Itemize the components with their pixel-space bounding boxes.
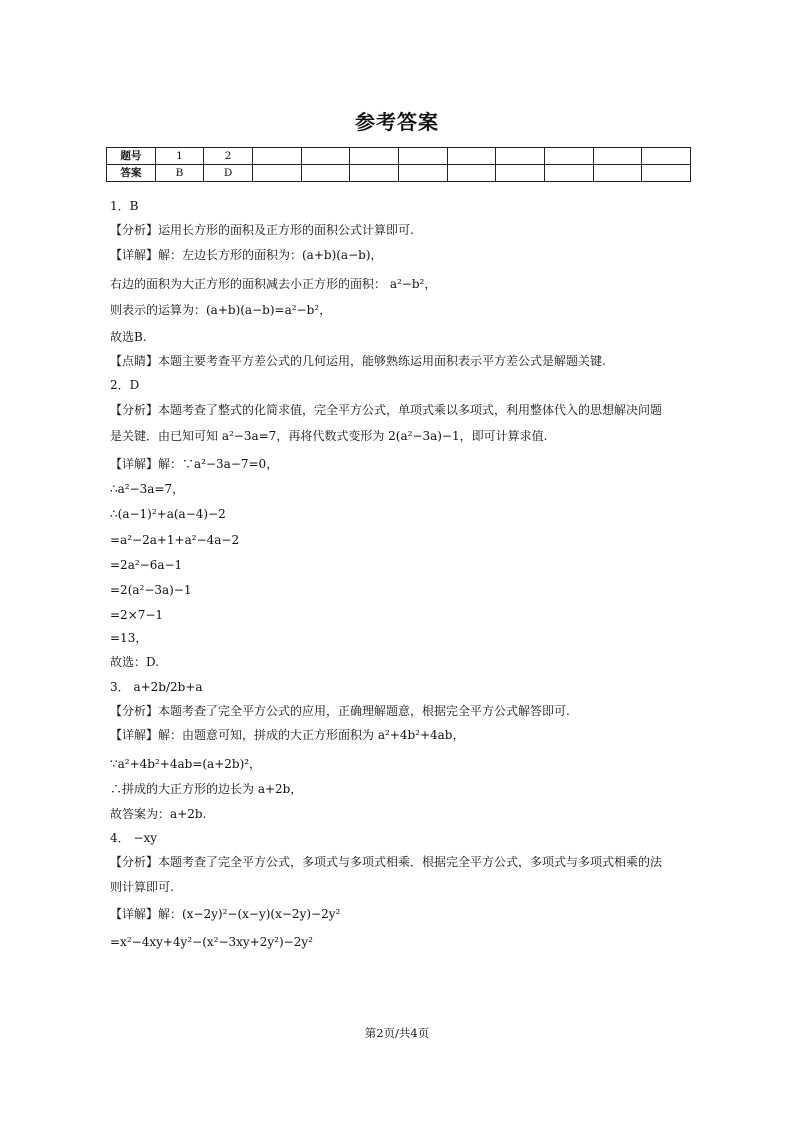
table-header-cell: 题号 xyxy=(107,148,156,165)
solution-text: 【详解】解：∵a²−3a−7=0， xyxy=(110,457,279,471)
question-number: 2．D xyxy=(110,378,140,392)
table-cell xyxy=(350,148,399,165)
table-cell xyxy=(544,165,593,182)
solution-text: 【详解】解：左边长方形的面积为：(a+b)(a−b)， xyxy=(110,248,383,262)
table-cell xyxy=(496,148,545,165)
table-cell xyxy=(252,165,301,182)
table-cell xyxy=(496,165,545,182)
table-cell xyxy=(593,148,642,165)
table-cell xyxy=(398,165,447,182)
conclusion-text: 故答案为：a+2b. xyxy=(110,807,207,821)
math-step: =2a²−6a−1 xyxy=(110,558,183,572)
table-cell: D xyxy=(204,165,253,182)
analysis-text: 则计算即可. xyxy=(110,880,174,894)
math-step: =a²−2a+1+a²−4a−2 xyxy=(110,533,240,547)
table-cell: 1 xyxy=(155,148,204,165)
analysis-text: 【分析】运用长方形的面积及正方形的面积公式计算即可. xyxy=(110,223,414,237)
solution-text: ∴拼成的大正方形的边长为 a+2b， xyxy=(110,782,303,796)
math-step: ∵a²+4b²+4ab=(a+2b)²， xyxy=(110,757,262,771)
page-footer: 第2页/共4页 xyxy=(364,1026,430,1040)
table-row-numbers xyxy=(107,148,691,165)
table-cell xyxy=(301,148,350,165)
solution-text: 【详解】解：由题意可知，拼成的大正方形面积为 a²+4b²+4ab， xyxy=(110,728,465,742)
table-cell xyxy=(350,165,399,182)
solution-text: 则表示的运算为：(a+b)(a−b)=a²−b²， xyxy=(110,303,332,317)
table-cell xyxy=(447,165,496,182)
table-cell xyxy=(252,148,301,165)
analysis-text: 【分析】本题考查了完全平方公式，多项式与多项式相乘．根据完全平方公式，多项式与多项式相乘的法 xyxy=(110,855,663,869)
math-step: =13， xyxy=(110,631,148,645)
solution-text: 【详解】解：(x−2y)²−(x−y)(x−2y)−2y² xyxy=(110,907,341,921)
question-number: 4． −xy xyxy=(110,831,158,845)
table-cell xyxy=(642,165,691,182)
table-cell xyxy=(544,148,593,165)
math-step: ∴a²−3a=7， xyxy=(110,482,185,496)
page-title: 参考答案 xyxy=(355,110,439,134)
table-cell xyxy=(447,148,496,165)
math-step: =2×7−1 xyxy=(110,608,164,622)
conclusion-text: 故选：D. xyxy=(110,655,160,669)
math-step: ∴(a−1)²+a(a−4)−2 xyxy=(110,507,226,521)
table-cell: 2 xyxy=(204,148,253,165)
table-header-cell: 答案 xyxy=(107,165,156,182)
table-row-answers xyxy=(107,165,691,182)
table-cell xyxy=(398,148,447,165)
comment-text: 【点睛】本题主要考查平方差公式的几何运用，能够熟练运用面积表示平方差公式是解题关键. xyxy=(110,354,606,368)
table-cell xyxy=(301,165,350,182)
question-number: 3． a+2b/2b+a xyxy=(110,680,203,694)
table-cell xyxy=(593,165,642,182)
math-step: =x²−4xy+4y²−(x²−3xy+2y²)−2y² xyxy=(110,935,313,949)
math-step: =2(a²−3a)−1 xyxy=(110,583,192,597)
conclusion-text: 故选B. xyxy=(110,330,147,344)
table-cell: B xyxy=(155,165,204,182)
analysis-text: 【分析】本题考查了整式的化简求值，完全平方公式，单项式乘以多项式，利用整体代入的思想解决问题 xyxy=(110,403,663,417)
answer-table xyxy=(106,147,691,182)
question-number: 1．B xyxy=(110,199,139,213)
analysis-text: 【分析】本题考查了完全平方公式的应用，正确理解题意，根据完全平方公式解答即可. xyxy=(110,704,570,718)
table-cell xyxy=(642,148,691,165)
solution-text: 右边的面积为大正方形的面积减去小正方形的面积： a²−b²， xyxy=(110,277,437,291)
analysis-text: 是关键．由已知可知 a²−3a=7，再将代数式变形为 2(a²−3a)−1，即可计算求值. xyxy=(110,429,548,443)
